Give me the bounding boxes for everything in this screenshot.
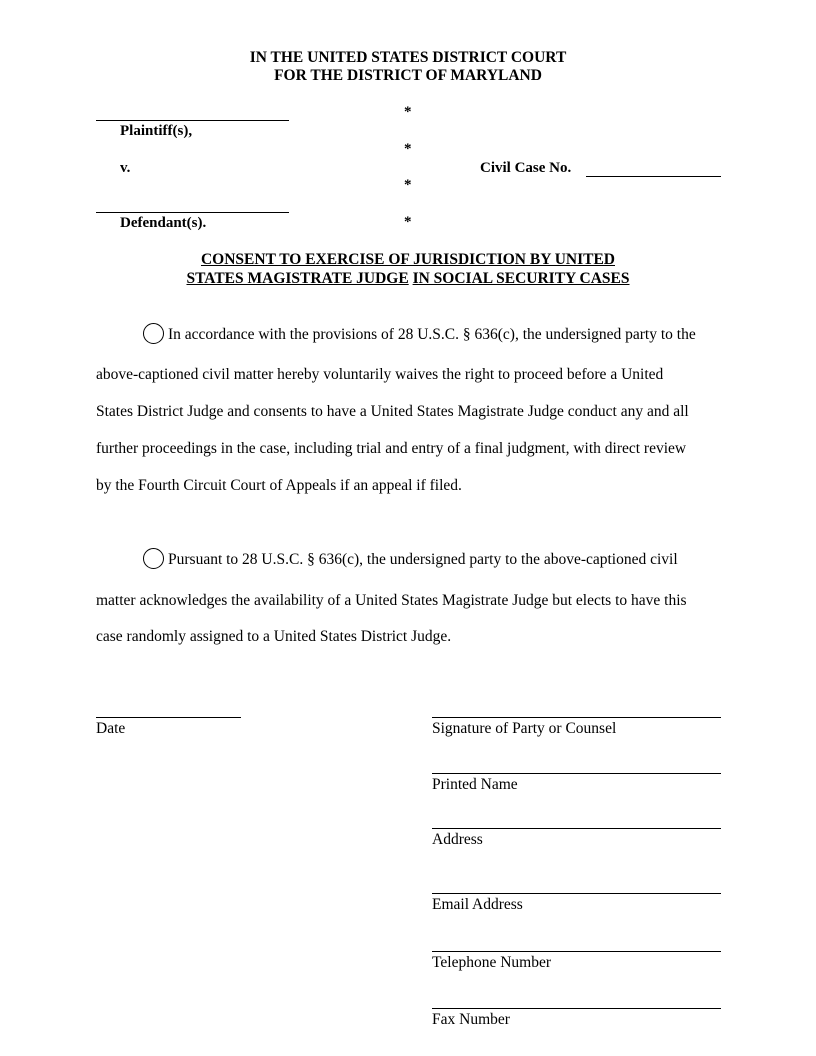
signature-line[interactable] <box>432 717 721 718</box>
consent-paragraph-line: above-captioned civil matter hereby voluntarily waives the right to proceed before a United <box>96 366 664 383</box>
plaintiff-label: Plaintiff(s), <box>120 123 193 139</box>
court-name-line-1: IN THE UNITED STATES DISTRICT COURT <box>249 49 567 66</box>
email-label: Email Address <box>432 896 523 913</box>
defendant-label: Defendant(s). <box>120 215 207 231</box>
plaintiff-name-line[interactable] <box>96 120 289 121</box>
civil-case-number-line[interactable] <box>586 176 721 177</box>
fax-label: Fax Number <box>432 1011 510 1028</box>
caption-separator: * <box>404 214 412 230</box>
consent-radio-button[interactable] <box>143 323 164 344</box>
decline-radio-button[interactable] <box>143 548 164 569</box>
document-title-line-1 <box>0 251 816 269</box>
decline-paragraph-line: case randomly assigned to a United States District Judge. <box>96 628 452 645</box>
caption-separator: * <box>404 141 412 157</box>
document-title-line-2 <box>0 270 816 288</box>
printed-name-line[interactable] <box>432 773 721 774</box>
consent-paragraph-line: by the Fourth Circuit Court of Appeals if an appeal if filed. <box>96 477 462 494</box>
address-line[interactable] <box>432 828 721 829</box>
document-title-line-2a: STATES MAGISTRATE JUDGE <box>186 270 409 287</box>
email-line[interactable] <box>432 893 721 894</box>
defendant-name-line[interactable] <box>96 212 289 213</box>
signature-label: Signature of Party or Counsel <box>432 720 617 737</box>
address-label: Address <box>432 831 483 848</box>
date-label: Date <box>96 720 126 737</box>
date-line[interactable] <box>96 717 241 718</box>
consent-paragraph-line: further proceedings in the case, including trial and entry of a final judgment, with direct review <box>96 440 687 457</box>
caption-separator: * <box>404 177 412 193</box>
document-title-line-2b: IN SOCIAL SECURITY CASES <box>412 270 630 287</box>
telephone-line[interactable] <box>432 951 721 952</box>
court-name-line-2: FOR THE DISTRICT OF MARYLAND <box>274 67 542 84</box>
caption-separator: * <box>404 104 412 120</box>
decline-paragraph-line: Pursuant to 28 U.S.C. § 636(c), the undersigned party to the above-captioned civil <box>168 551 678 568</box>
consent-paragraph-line: States District Judge and consents to have a United States Magistrate Judge conduct any and all <box>96 403 689 420</box>
fax-line[interactable] <box>432 1008 721 1009</box>
decline-paragraph-line: matter acknowledges the availability of a United States Magistrate Judge but elects to have this <box>96 592 687 609</box>
versus-label: v. <box>120 160 131 176</box>
consent-paragraph-line: In accordance with the provisions of 28 U.S.C. § 636(c), the undersigned party to the <box>168 326 696 343</box>
document-title-line-1-text: CONSENT TO EXERCISE OF JURISDICTION BY UNITED <box>200 251 615 268</box>
telephone-label: Telephone Number <box>432 954 551 971</box>
printed-name-label: Printed Name <box>432 776 518 793</box>
civil-case-label: Civil Case No. <box>480 160 572 176</box>
